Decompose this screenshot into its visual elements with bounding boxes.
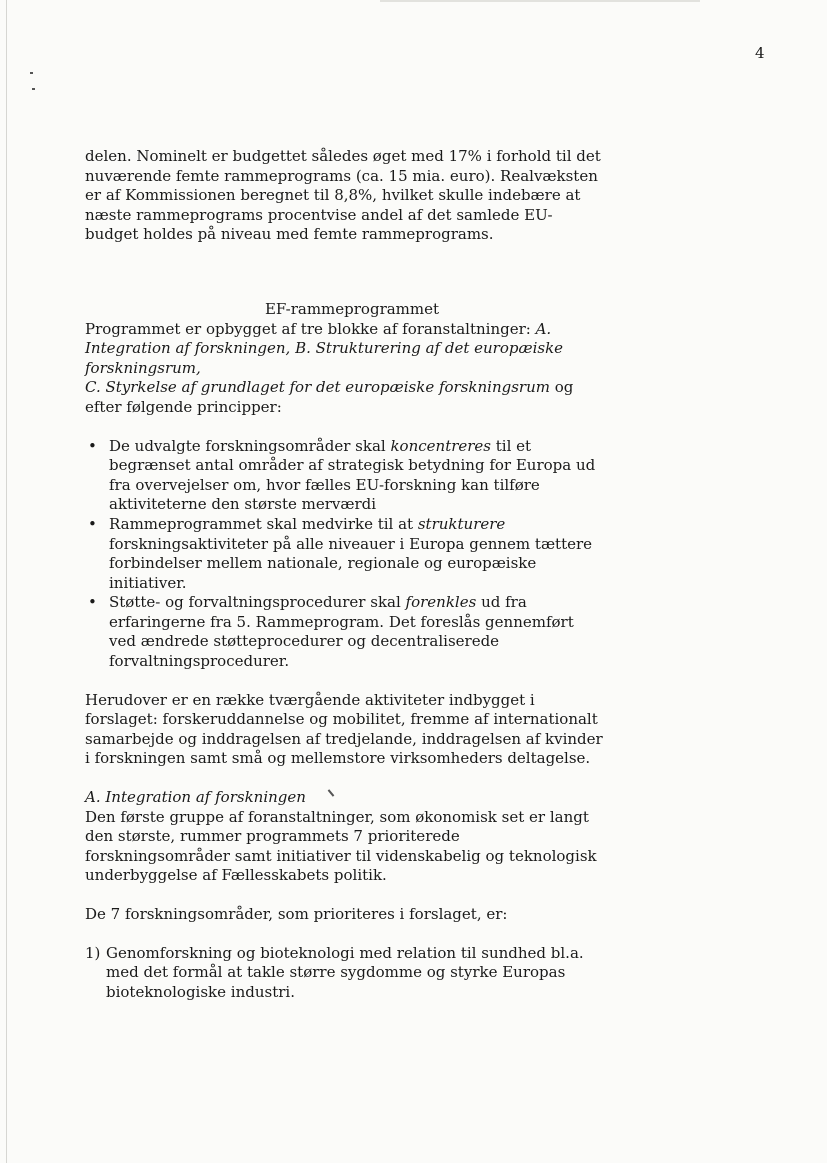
cross-cutting-paragraph: Herudover er en række tværgående aktiviteter indbygget i forslaget: forskeruddannelse og mobilitet, fremme af internationalt samarbejde og inddragelsen af tredjelande, inddragelsen af kvinder i forskningen samt små og mellemstore virksomheders deltagelse. (85, 690, 603, 768)
list-item: • De udvalgte forskningsområder skal koncentreres til et begrænset antal områder af strategisk betydning for Europa ud fra overvejelser om, hvor fælles EU-forskning kan tilføre aktiviteterne den største merværdi (85, 437, 605, 515)
scan-speck (32, 88, 35, 90)
page-number: 4 (755, 44, 765, 62)
block-c-label: C. Styrkelse af grundlaget for det europæiske forskningsrum (85, 378, 550, 397)
list-item: • Rammeprogrammet skal medvirke til at strukturere forskningsaktiviteter på alle niveauer i Europa gennem tættere forbindelser mellem nationale, regionale og europæiske initiativer. (85, 515, 605, 593)
intro-paragraph: delen. Nominelt er budgettet således øget med 17% i forhold til det nuværende femte rammeprograms (ca. 15 mia. euro). Realvæksten er af Kommissionen beregnet til 8,8%, hvilket skulle indebære at næste rammeprograms procentvise andel af det samlede EU-budget holdes på niveau med femte rammeprograms. (85, 147, 601, 244)
block-b-label: B. Strukturering af det europæiske forskningsrum, (85, 339, 564, 377)
list-item: • Støtte- og forvaltningsprocedurer skal forenkles ud fra erfaringerne fra 5. Rammeprogram. Det foreslås gennemført ved ændrede støtteprocedurer og decentraliserede forvaltningsprocedurer. (85, 593, 605, 671)
areas-intro: De 7 forskningsområder, som prioriteres i forslaget, er: (85, 905, 508, 923)
program-paragraph (85, 320, 605, 418)
principles-list (85, 437, 605, 672)
scan-edge-top (380, 0, 700, 2)
scan-edge-left (6, 0, 7, 1163)
program-tail: og efter følgende principper: (85, 378, 574, 416)
section-a-title: A. Integration af forskningen (85, 788, 306, 807)
list-item: 1) Genomforskning og bioteknologi med relation til sundhed bl.a. med det formål at takle større sygdomme og styrke Europas bioteknologiske industri. (85, 943, 584, 1001)
section-a-text: Den første gruppe af foranstaltninger, som økonomisk set er langt den største, rummer programmets 7 prioriterede forskningsområder samt initiativer til videnskabelig og teknologisk underbyggelse af Fællesskabets politik. (85, 807, 597, 885)
section-a (85, 788, 605, 886)
section-heading: EF-rammeprogrammet (264, 299, 440, 318)
areas-list (85, 944, 605, 1003)
scan-speck (30, 72, 33, 74)
block-a-label: A. Integration af forskningen, (85, 319, 552, 358)
document-body (85, 147, 605, 1002)
program-lead: Programmet er opbygget af tre blokke af foranstaltninger: (85, 319, 536, 338)
